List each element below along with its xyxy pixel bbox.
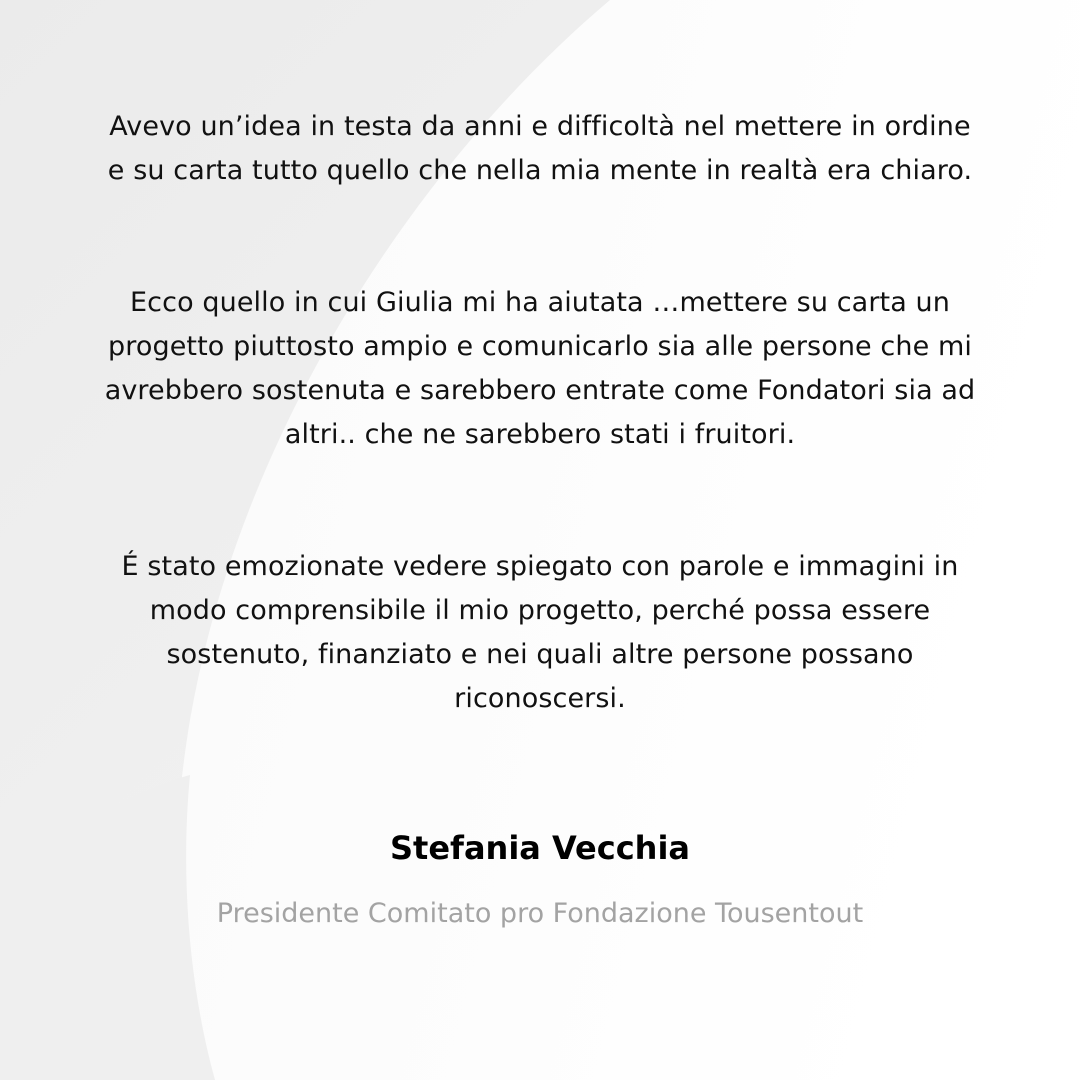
quote-paragraph-2: Ecco quello in cui Giulia mi ha aiutata …mettere su carta un progetto piuttosto ampio e comunicarlo sia alle persone che mi avrebbero sostenuta e sarebbero entrate come Fondatori sia ad altri.. che ne sarebbero stati i fruitori. bbox=[104, 287, 976, 450]
quote-paragraph-1: Avevo un’idea in testa da anni e difficoltà nel mettere in ordine e su carta tutto quello che nella mia mente in realtà era chiaro. bbox=[107, 111, 973, 186]
author-role: Presidente Comitato pro Fondazione Tousentout bbox=[216, 898, 864, 929]
quote-paragraph-3: É stato emozionate vedere spiegato con parole e immagini in modo comprensibile il mio progetto, perché possa essere sostenuto, finanziato e nei quali altre persone possano riconoscersi. bbox=[121, 551, 959, 714]
author-name: Stefania Vecchia bbox=[389, 829, 691, 867]
